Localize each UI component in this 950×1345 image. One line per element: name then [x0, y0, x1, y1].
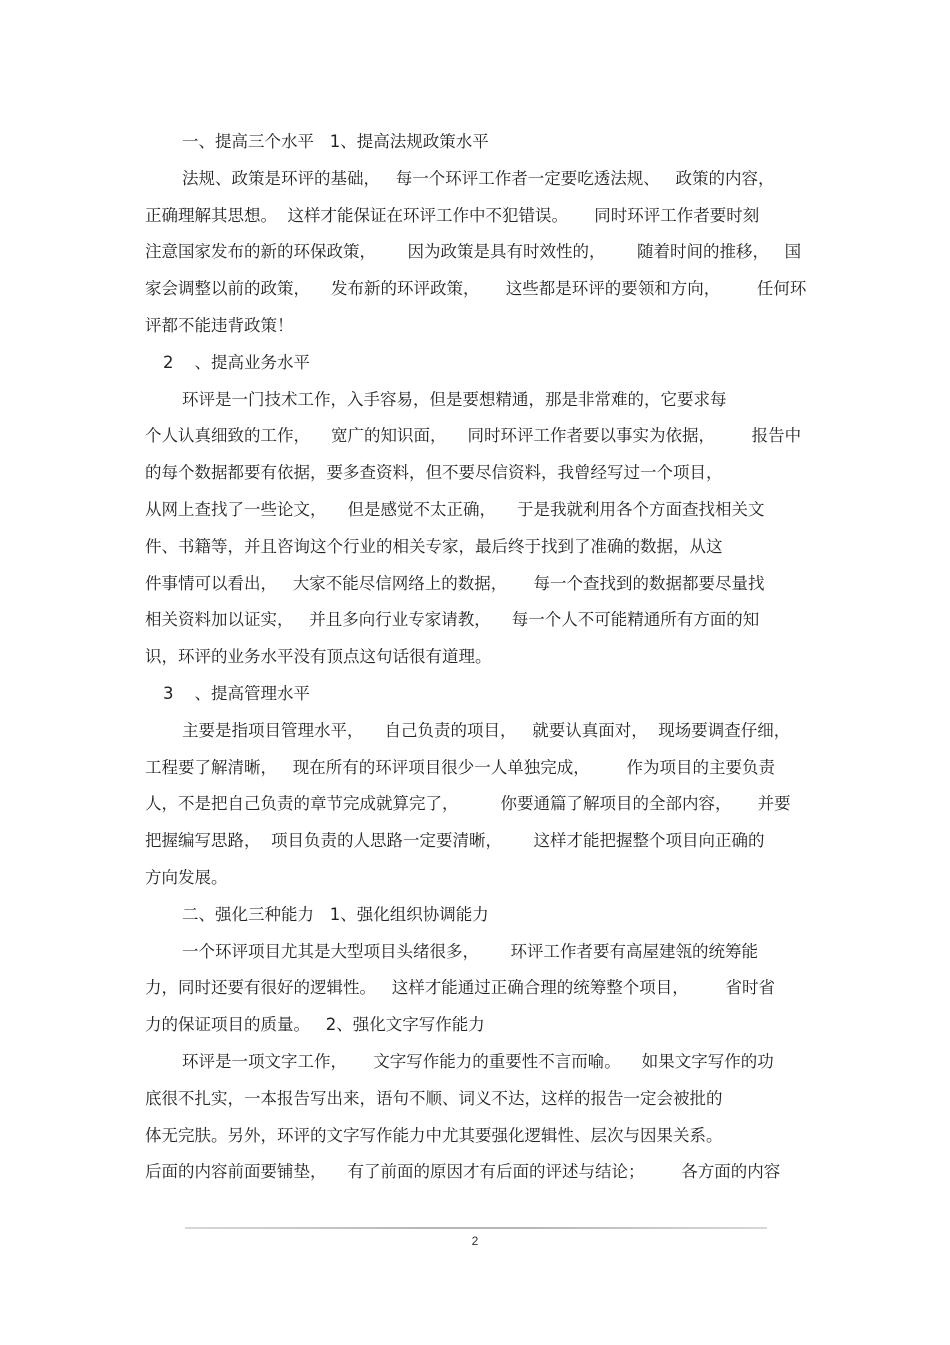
paragraph-line: 家会调整以前的政策， 发布新的环评政策， 这些都是环评的要领和方向， 任何环: [145, 279, 807, 299]
paragraph-line: 个人认真细致的工作， 宽广的知识面， 同时环评工作者要以事实为依据， 报告中: [145, 426, 802, 446]
paragraph-line: 相关资料加以证实， 并且多向行业专家请教， 每一个人不可能精通所有方面的知: [145, 610, 760, 630]
paragraph-line: 后面的内容前面要铺垫， 有了前面的原因才有后面的评述与结论； 各方面的内容: [145, 1162, 781, 1182]
paragraph-line: 件、书籍等，并且咨询这个行业的相关专家，最后终于找到了准确的数据，从这: [145, 536, 723, 556]
paragraph-line: 一个环评项目尤其是大型项目头绪很多， 环评工作者要有高屋建瓴的统筹能: [182, 941, 758, 961]
paragraph-line: 识，环评的业务水平没有顶点这句话很有道理。: [145, 647, 492, 667]
paragraph-line: 的每个数据都要有依据，要多查资料，但不要尽信资料，我曾经写过一个项目，: [145, 463, 723, 483]
paragraph-line: 注意国家发布的新的环保政策， 因为政策是具有时效性的， 随着时间的推移， 国: [145, 242, 802, 262]
paragraph-line: 人，不是把自己负责的章节完成就算完了， 你要通篇了解项目的全部内容， 并要: [145, 794, 791, 814]
section-heading: 二、强化三种能力 1、强化组织协调能力: [182, 904, 489, 924]
paragraph-line: 方向发展。: [145, 867, 228, 887]
section-heading: 一、提高三个水平 1、提高法规政策水平: [182, 132, 489, 151]
paragraph-line: 评都不能违背政策！: [145, 315, 294, 335]
paragraph-line: 环评是一项文字工作， 文字写作能力的重要性不言而喻。 如果文字写作的功: [182, 1051, 774, 1071]
paragraph-line: 环评是一门技术工作，入手容易，但是要想精通，那是非常难的，它要求每: [182, 389, 727, 409]
paragraph-line: 正确理解其思想。 这样才能保证在环评工作中不犯错误。 同时环评工作者要时刻: [145, 205, 760, 225]
paragraph-line: 从网上查找了一些论文， 但是感觉不太正确， 于是我就利用各个方面查找相关文: [145, 499, 765, 519]
paragraph-line: 把握编写思路， 项目负责的人思路一定要清晰， 这样才能把握整个项目向正确的: [145, 831, 765, 851]
page-number: 2: [471, 1234, 479, 1248]
subsection-heading: 2 、提高业务水平: [163, 352, 310, 372]
paragraph-line: 主要是指项目管理水平， 自己负责的项目， 就要认真面对， 现场要调查仔细，: [182, 720, 791, 740]
footer-divider: [185, 1227, 767, 1229]
paragraph-line: 法规、政策是环评的基础， 每一个环评工作者一定要吃透法规、 政策的内容，: [182, 168, 775, 188]
paragraph-line: 体无完肤。另外，环评的文字写作能力中尤其要强化逻辑性、层次与因果关系。: [145, 1125, 723, 1145]
paragraph-line: 底很不扎实，一本报告写出来，语句不顺、词义不达，这样的报告一定会被批的: [145, 1088, 723, 1108]
paragraph-line: 工程要了解清晰， 现在所有的环评项目很少一人单独完成， 作为项目的主要负责: [145, 757, 775, 777]
paragraph-line: 力的保证项目的质量。 2、强化文字写作能力: [145, 1015, 485, 1035]
paragraph-line: 件事情可以看出， 大家不能尽信网络上的数据， 每一个查找到的数据都要尽量找: [145, 573, 765, 593]
paragraph-line: 力，同时还要有很好的逻辑性。 这样才能通过正确合理的统筹整个项目， 省时省: [145, 978, 775, 998]
body-text: [145, 124, 810, 1191]
subsection-heading: 3 、提高管理水平: [163, 683, 310, 703]
